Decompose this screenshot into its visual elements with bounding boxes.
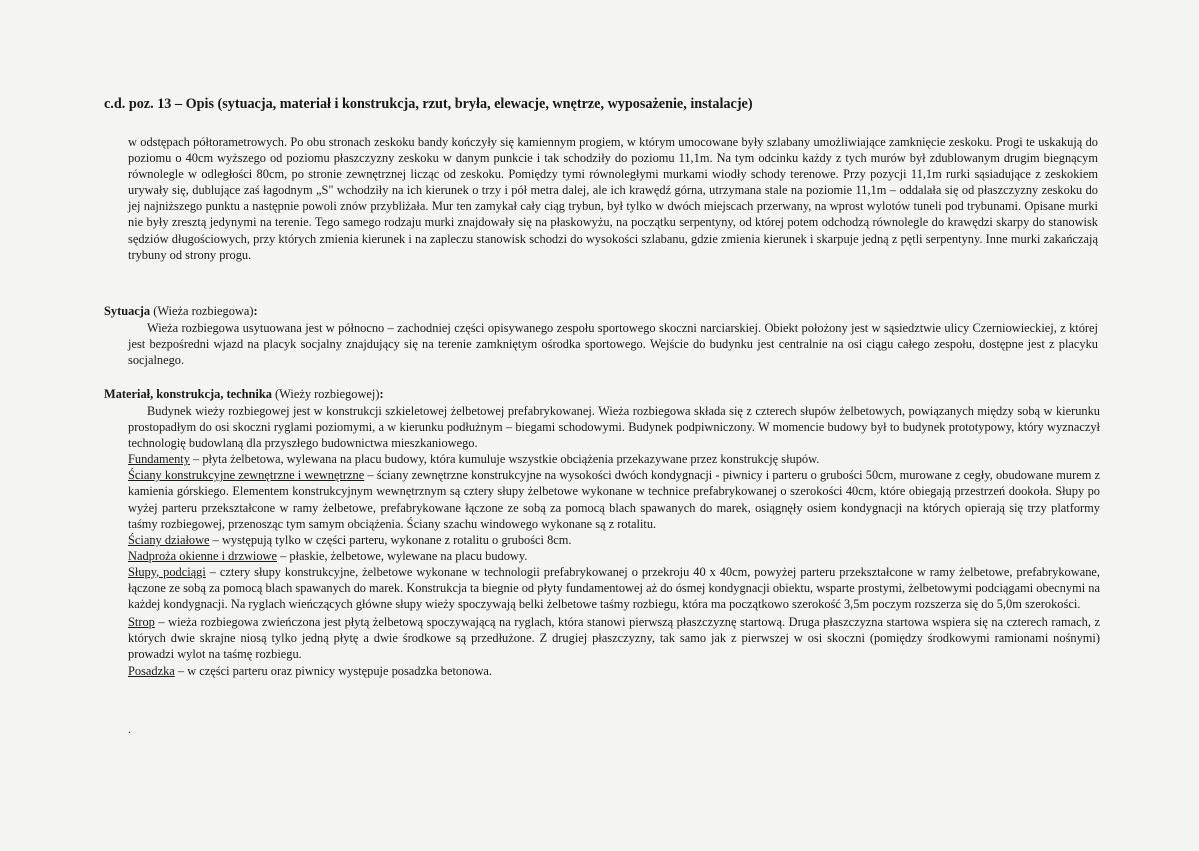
- item-text: – cztery słupy konstrukcyjne, żelbetowe wykonane w technologii prefabrykowanej o przekroju 40 x 40cm, powyżej parteru przekształcone w ramy żelbetowe, prefabrykowane, łączone ze sobą za pomocą blach spawanych do marek. Konstrukcja ta biegnie od płyty fundamentowej aż do ósmej kondygnacji obiektu, wsparte prostymi, żelbetowymi podciągami obecnymi na każdej kondygnacji. Na ryglach wieńczących główne słupy wieży spoczywają belki żelbetowe taśmy rozbiegu, która ma początkowo szerokość 3,5m poczym rozszerza się do 5,0m szerokości.: [128, 564, 1100, 612]
- section-title-colon: :: [379, 387, 384, 401]
- material-section: [128, 403, 1100, 679]
- section-title-bold: Materiał, konstrukcja, technika: [104, 387, 272, 401]
- section-title-rest: (Wieża rozbiegowa): [150, 304, 254, 318]
- item-slupy-podciagi: [128, 564, 1100, 612]
- section-title-sytuacja: [104, 303, 258, 319]
- item-label: Strop: [128, 615, 155, 630]
- item-label: Ściany konstrukcyjne zewnętrzne i wewnętrzne: [128, 468, 365, 483]
- item-text: – płaskie, żelbetowe, wylewane na placu budowy.: [276, 548, 528, 563]
- item-sciany-konstrukcyjne: [128, 467, 1100, 531]
- item-text: – wieża rozbiegowa zwieńczona jest płytą żelbetową spoczywającą na ryglach, która stanowi pierwszą płaszczyznę startową. Druga płaszczyzna startowa wspiera się na czterech ramach, z których dwie skrajne niosą tylko jedną płytę a dwie środkowe są przedłużone. Z drugiej płaszczyzny, tak samo jak z pierwszej w osi skoczni (pomiędzy środkowymi ramionami nośnymi) prowadzi wylot na taśmę rozbiegu.: [128, 615, 1100, 662]
- item-label: Fundamenty: [128, 452, 190, 467]
- material-intro: Budynek wieży rozbiegowej jest w konstrukcji szkieletowej żelbetowej prefabrykowanej. Wieża rozbiegowa składa się z czterech słupów żelbetowych, powiązanych między sobą w kierunku prostopadłym do osi skoczni ryglami poziomymi, a w kierunku podłużnym – biegami schodowymi. Budynek podpiwniczony. W momencie budowy był to budynek prototypowy, który wyznaczył technologię budowlaną dla przyszłego budownictwa mieszkaniowego.: [128, 404, 1100, 451]
- item-label: Ściany działowe: [128, 532, 210, 547]
- item-text: – występują tylko w części parteru, wykonane z rotalitu o grubości 8cm.: [209, 532, 572, 547]
- item-text: – ściany zewnętrzne konstrukcyjne na wysokości dwóch kondygnacji - piwnicy i parteru o grubości 50cm, murowane z cegły, obudowane murem z kamienia górskiego. Elementem konstrukcyjnym wewnętrznym są cztery słupy żelbetowe wykonane w technice prefabrykowanej o szerokości 40cm, które obiegają przestrzeń dookoła. Słupy po wyżej parteru przekształcone w ramy żelbetowe, prefabrykowane łączone ze sobą za pomocą blach spawanych do marek, osiągnęły osiem kondygnacji na których opierają się trzy platformy taśmy rozbiegowej, przenosząc tym samym obciążenia. Ściany szachu windowego wykonane są z rotalitu.: [128, 468, 1100, 531]
- trailing-mark: .: [128, 722, 131, 736]
- item-sciany-dzialowe: [128, 532, 1100, 548]
- section-title-rest: (Wieży rozbiegowej): [271, 387, 380, 401]
- section-title-colon: :: [253, 304, 258, 318]
- section-title-material: [104, 386, 384, 402]
- item-label: Posadzka: [128, 663, 175, 678]
- sytuacja-paragraph: Wieża rozbiegowa usytuowana jest w północno – zachodniej części opisywanego zespołu sportowego skoczni narciarskiej. Obiekt położony jest w sąsiedztwie ulicy Czerniowieckiej, z której jest bezpośredni wjazd na placyk socjalny znajdujący się na terenie zamkniętym ośrodka sportowego. Wejście do budynku jest centralnie na osi ciągu całego zespołu, dostępne jest z placyku socjalnego.: [128, 321, 1098, 368]
- item-posadzka: [128, 663, 1100, 679]
- item-strop: [128, 614, 1100, 662]
- item-label: Nadproża okienne i drzwiowe: [128, 548, 277, 563]
- page-heading: c.d. poz. 13 – Opis (sytuacja, materiał i konstrukcja, rzut, bryła, elewacje, wnętrze, wyposażenie, instalacje): [104, 96, 753, 112]
- item-text: – płyta żelbetowa, wylewana na placu budowy, która kumuluje wszystkie obciążenia przekazywane przez konstrukcję słupów.: [189, 452, 820, 467]
- item-text: – w części parteru oraz piwnicy występuje posadzka betonowa.: [174, 663, 493, 678]
- item-nadproza: [128, 548, 1100, 564]
- item-label: Słupy, podciągi: [128, 564, 206, 579]
- section-title-bold: Sytuacja: [104, 304, 151, 318]
- intro-paragraph: w odstępach półtorametrowych. Po obu stronach zeskoku bandy kończyły się kamiennym progiem, w którym umocowane były szlabany umożliwiające zamknięcie zeskoku. Progi te uskakują do poziomu o 40cm wyższego od poziomu płaszczyzny zeskoku w danym punkcie i tak schodziły do poziomu 11,1m. Na tym odcinku każdy z tych murów był zdublowanym drugim biegnącym równolegle w odległości 80cm, po stronie zewnętrznej licząc od zeskoku. Pomiędzy tymi równoległymi murkami wiodły schody terenowe. Przy pozycji 11,1m rurki sąsiadujące z zeskokiem urywały się, dublujące zaś łagodnym „S" wchodziły na ich kierunek o trzy i pół metra dalej, ale ich krawędź górna, utrzymana stale na poziomie 11,1m – oddalała się od płaszczyzny zeskoku do jej najniższego punktu a następnie powoli znów przybliżała. Mur ten zamykał cały ciąg trybun, był tylko w dwóch miejscach przerwany, na wprost wylotów tuneli pod trybunami. Opisane murki nie były zresztą jedynymi na terenie. Tego samego rodzaju murki znajdowały się na płaskowyżu, na początku serpentyny, od której potem odchodzą równolegle do krawędzi skarpy do stanowisk sędziów długościowych, przy których zmienia kierunek i na zapleczu stanowisk schodzi do wysokości szlabanu, gdzie zmienia kierunek i skarpuje jedną z pętli serpentyny. Inne murki zakańczają trybuny od strony progu.: [128, 135, 1098, 262]
- item-fundamenty: [128, 451, 1100, 467]
